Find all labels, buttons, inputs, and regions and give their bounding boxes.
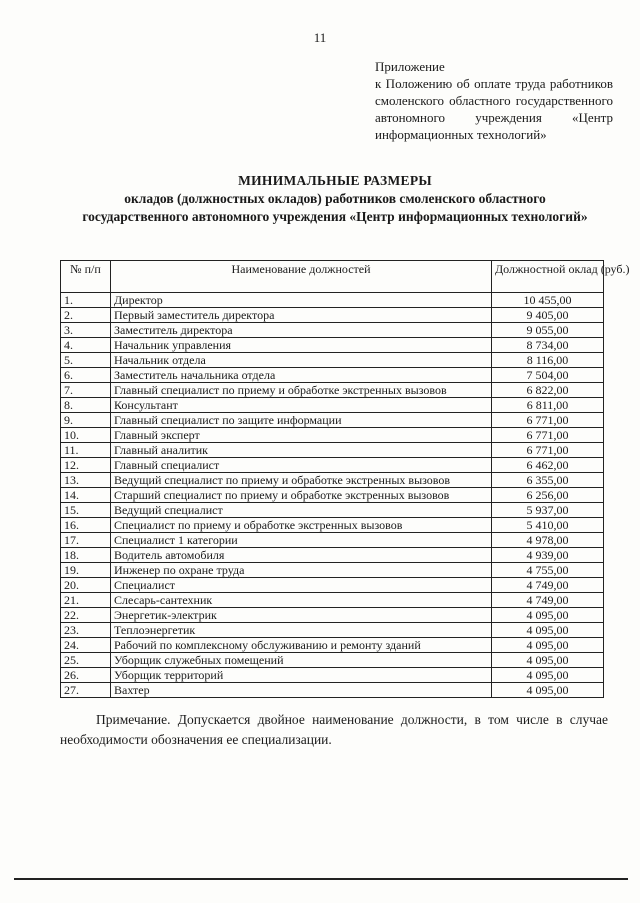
- table-row: [61, 683, 604, 698]
- table-row: [61, 563, 604, 578]
- row-salary: 6 811,00: [492, 398, 604, 413]
- row-salary: 6 256,00: [492, 488, 604, 503]
- row-position: Теплоэнергетик: [111, 623, 492, 638]
- table-header-row: [61, 261, 604, 293]
- title-subtitle: окладов (должностных окладов) работников смоленского областного государственного автономного учреждения «Центр информационных технологий»: [82, 191, 588, 224]
- row-position: Заместитель директора: [111, 323, 492, 338]
- row-position: Водитель автомобиля: [111, 548, 492, 563]
- row-salary: 4 755,00: [492, 563, 604, 578]
- row-number: 13.: [61, 473, 111, 488]
- row-number: 9.: [61, 413, 111, 428]
- row-salary: 4 749,00: [492, 578, 604, 593]
- row-number: 12.: [61, 458, 111, 473]
- header-salary: Должностной оклад (руб.): [492, 261, 604, 293]
- row-salary: 5 410,00: [492, 518, 604, 533]
- table-row: [61, 578, 604, 593]
- row-number: 24.: [61, 638, 111, 653]
- row-number: 17.: [61, 533, 111, 548]
- table-row: [61, 623, 604, 638]
- row-position: Старший специалист по приему и обработке экстренных вызовов: [111, 488, 492, 503]
- table-row: [61, 593, 604, 608]
- row-salary: 4 095,00: [492, 608, 604, 623]
- row-position: Инженер по охране труда: [111, 563, 492, 578]
- row-number: 14.: [61, 488, 111, 503]
- appendix-block: [375, 58, 613, 143]
- row-position: Уборщик территорий: [111, 668, 492, 683]
- header-position: Наименование должностей: [111, 261, 492, 293]
- table-row: [61, 428, 604, 443]
- row-number: 16.: [61, 518, 111, 533]
- row-position: Начальник управления: [111, 338, 492, 353]
- row-salary: 7 504,00: [492, 368, 604, 383]
- row-position: Первый заместитель директора: [111, 308, 492, 323]
- row-number: 2.: [61, 308, 111, 323]
- row-position: Главный эксперт: [111, 428, 492, 443]
- row-number: 8.: [61, 398, 111, 413]
- row-number: 27.: [61, 683, 111, 698]
- row-position: Начальник отдела: [111, 353, 492, 368]
- row-salary: 4 978,00: [492, 533, 604, 548]
- salary-table: [60, 260, 630, 698]
- row-position: Специалист 1 категории: [111, 533, 492, 548]
- row-position: Вахтер: [111, 683, 492, 698]
- row-position: Уборщик служебных помещений: [111, 653, 492, 668]
- row-position: Главный специалист по защите информации: [111, 413, 492, 428]
- row-number: 19.: [61, 563, 111, 578]
- table-row: [61, 638, 604, 653]
- row-position: Главный специалист: [111, 458, 492, 473]
- appendix-title: Приложение: [375, 59, 445, 74]
- row-salary: 5 937,00: [492, 503, 604, 518]
- row-number: 4.: [61, 338, 111, 353]
- table-row: [61, 338, 604, 353]
- row-salary: 6 771,00: [492, 413, 604, 428]
- row-number: 22.: [61, 608, 111, 623]
- row-position: Рабочий по комплексному обслуживанию и ремонту зданий: [111, 638, 492, 653]
- row-number: 10.: [61, 428, 111, 443]
- row-number: 18.: [61, 548, 111, 563]
- row-number: 3.: [61, 323, 111, 338]
- row-number: 6.: [61, 368, 111, 383]
- row-salary: 4 095,00: [492, 623, 604, 638]
- table-row: [61, 443, 604, 458]
- row-position: Специалист: [111, 578, 492, 593]
- row-number: 23.: [61, 623, 111, 638]
- table-row: [61, 533, 604, 548]
- table-row: [61, 518, 604, 533]
- row-salary: 4 095,00: [492, 683, 604, 698]
- row-position: Консультант: [111, 398, 492, 413]
- bottom-rule: [14, 878, 628, 880]
- row-salary: 10 455,00: [492, 293, 604, 308]
- row-position: Энергетик-электрик: [111, 608, 492, 623]
- row-position: Заместитель начальника отдела: [111, 368, 492, 383]
- table-row: [61, 668, 604, 683]
- row-number: 20.: [61, 578, 111, 593]
- row-salary: 6 771,00: [492, 428, 604, 443]
- table-row: [61, 473, 604, 488]
- row-salary: 9 405,00: [492, 308, 604, 323]
- table-row: [61, 293, 604, 308]
- row-position: Ведущий специалист по приему и обработке экстренных вызовов: [111, 473, 492, 488]
- title-main: МИНИМАЛЬНЫЕ РАЗМЕРЫ: [238, 173, 432, 188]
- row-salary: 9 055,00: [492, 323, 604, 338]
- header-number: № п/п: [61, 261, 111, 293]
- table-row: [61, 323, 604, 338]
- row-salary: 6 771,00: [492, 443, 604, 458]
- row-position: Ведущий специалист: [111, 503, 492, 518]
- table-row: [61, 548, 604, 563]
- table-row: [61, 608, 604, 623]
- row-salary: 4 095,00: [492, 668, 604, 683]
- row-salary: 8 116,00: [492, 353, 604, 368]
- table-row: [61, 383, 604, 398]
- row-salary: 8 734,00: [492, 338, 604, 353]
- row-salary: 4 939,00: [492, 548, 604, 563]
- table-row: [61, 368, 604, 383]
- row-salary: 6 355,00: [492, 473, 604, 488]
- row-number: 11.: [61, 443, 111, 458]
- table-row: [61, 503, 604, 518]
- row-number: 5.: [61, 353, 111, 368]
- table-row: [61, 308, 604, 323]
- row-position: Специалист по приему и обработке экстренных вызовов: [111, 518, 492, 533]
- row-salary: 6 822,00: [492, 383, 604, 398]
- table-row: [61, 458, 604, 473]
- table-row: [61, 653, 604, 668]
- row-position: Главный специалист по приему и обработке экстренных вызовов: [111, 383, 492, 398]
- table-row: [61, 488, 604, 503]
- row-number: 15.: [61, 503, 111, 518]
- row-salary: 4 095,00: [492, 653, 604, 668]
- row-number: 26.: [61, 668, 111, 683]
- table-row: [61, 353, 604, 368]
- table-row: [61, 413, 604, 428]
- row-position: Директор: [111, 293, 492, 308]
- row-position: Главный аналитик: [111, 443, 492, 458]
- note-text: Примечание. Допускается двойное наименование должности, в том числе в случае необходимости обозначения ее специализации.: [60, 712, 608, 747]
- document-title: [70, 172, 600, 226]
- row-position: Слесарь-сантехник: [111, 593, 492, 608]
- row-salary: 4 749,00: [492, 593, 604, 608]
- row-number: 1.: [61, 293, 111, 308]
- row-number: 25.: [61, 653, 111, 668]
- page-number: 11: [313, 30, 327, 45]
- row-salary: 6 462,00: [492, 458, 604, 473]
- table-row: [61, 398, 604, 413]
- row-salary: 4 095,00: [492, 638, 604, 653]
- row-number: 7.: [61, 383, 111, 398]
- appendix-text: к Положению об оплате труда работников смоленского областного государственного автономного учреждения «Центр информационных технологий»: [375, 76, 613, 142]
- row-number: 21.: [61, 593, 111, 608]
